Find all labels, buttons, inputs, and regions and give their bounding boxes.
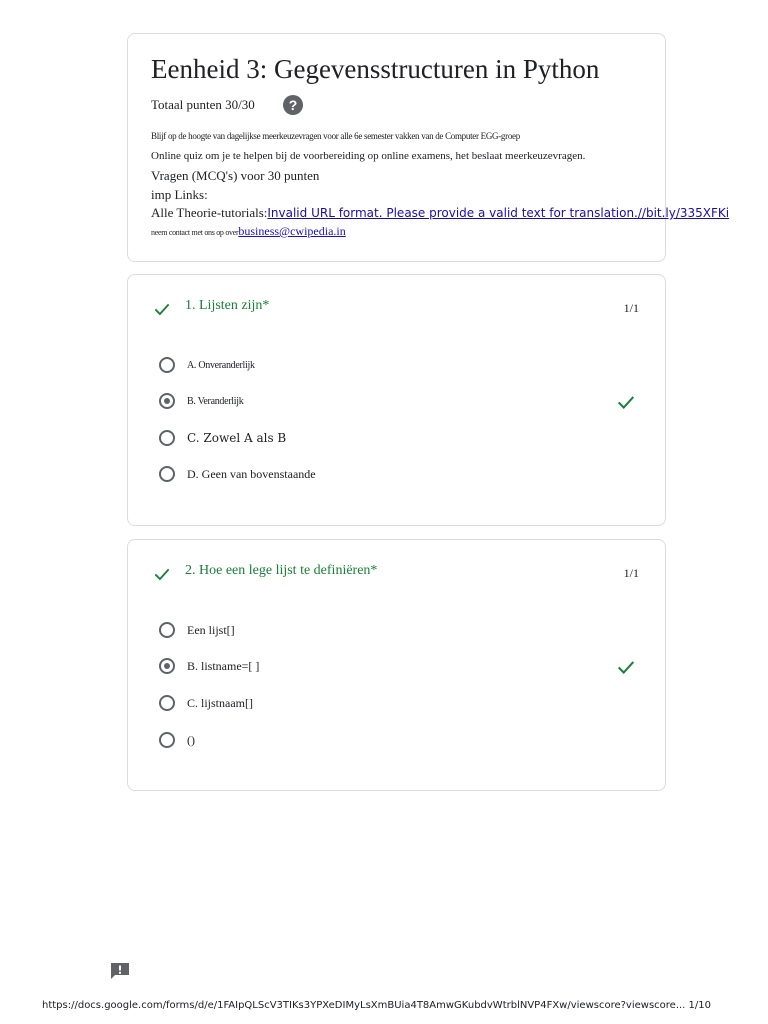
option-label: A. Onveranderlijk (187, 359, 255, 371)
option-label: C. Zowel A als B (187, 431, 287, 445)
radio-button-selected[interactable] (159, 658, 175, 674)
radio-button[interactable] (159, 695, 175, 711)
option-label: Een lijst[] (187, 622, 235, 637)
option-c[interactable] (159, 695, 253, 711)
description-line-2: Online quiz om je te helpen bij de voorbereiding op online examens, het beslaat meerkeuzevragen. (151, 150, 586, 162)
option-c[interactable] (159, 430, 286, 446)
description-line-1: Blijf op de hoogte van dagelijkse meerkeuzevragen voor alle 6e semester vakken van de Computer EGG-groep (151, 131, 520, 141)
radio-button[interactable] (159, 430, 175, 446)
correct-check-icon (152, 564, 172, 584)
radio-button[interactable] (159, 732, 175, 748)
description-line-6 (151, 224, 346, 239)
option-d[interactable] (159, 466, 316, 482)
question-title: 1. Lijsten zijn* (185, 298, 270, 313)
radio-button-selected[interactable] (159, 393, 175, 409)
option-b[interactable] (159, 658, 259, 674)
form-header-card (127, 33, 730, 262)
option-label: D. Geen van bovenstaande (187, 466, 316, 481)
correct-answer-check-icon (615, 391, 637, 413)
question-card-2 (127, 539, 666, 791)
option-d[interactable] (159, 732, 195, 748)
total-score (151, 97, 255, 113)
option-a[interactable] (159, 622, 235, 638)
radio-button[interactable] (159, 622, 175, 638)
option-a[interactable] (159, 357, 255, 373)
option-b[interactable] (159, 393, 243, 409)
description-line-3: Vragen (MCQ's) voor 30 punten (151, 168, 320, 183)
question-points: 1/1 (623, 301, 639, 315)
tutorials-label: Alle Theorie-tutorials: (151, 205, 268, 220)
page-footer-url: https://docs.google.com/forms/d/e/1FAIpQLScV3TIKs3YPXeDIMyLsXmBUia4T8AmwGKubdvWtrblNVP4FXw/viewscore?viewscore... 1/10 (42, 1000, 711, 1011)
feedback-icon[interactable] (110, 962, 130, 980)
description-line-5 (151, 205, 729, 221)
question-card-1 (127, 274, 666, 526)
option-label: B. listname=[ ] (187, 658, 260, 673)
tutorials-link[interactable]: Invalid URL format. Please provide a valid text for translation.//bit.ly/335XFKi (267, 206, 730, 220)
correct-check-icon (152, 299, 172, 319)
question-points: 1/1 (623, 566, 639, 580)
option-label: () (187, 732, 195, 747)
radio-button[interactable] (159, 357, 175, 373)
form-title: Eenheid 3: Gegevensstructuren in Python (151, 54, 600, 84)
help-icon[interactable]: ? (283, 95, 303, 115)
radio-button[interactable] (159, 466, 175, 482)
question-title: 2. Hoe een lege lijst te definiëren* (185, 563, 378, 578)
correct-answer-check-icon (615, 656, 637, 678)
contact-email-link[interactable]: business@cwipedia.in (238, 224, 346, 238)
contact-label: neem contact met ons op over (151, 228, 239, 237)
description-line-4: imp Links: (151, 187, 208, 202)
total-score-label: Totaal punten 30/30 (151, 97, 255, 112)
option-label: C. lijstnaam[] (187, 695, 253, 710)
option-label: B. Veranderlijk (187, 395, 244, 407)
